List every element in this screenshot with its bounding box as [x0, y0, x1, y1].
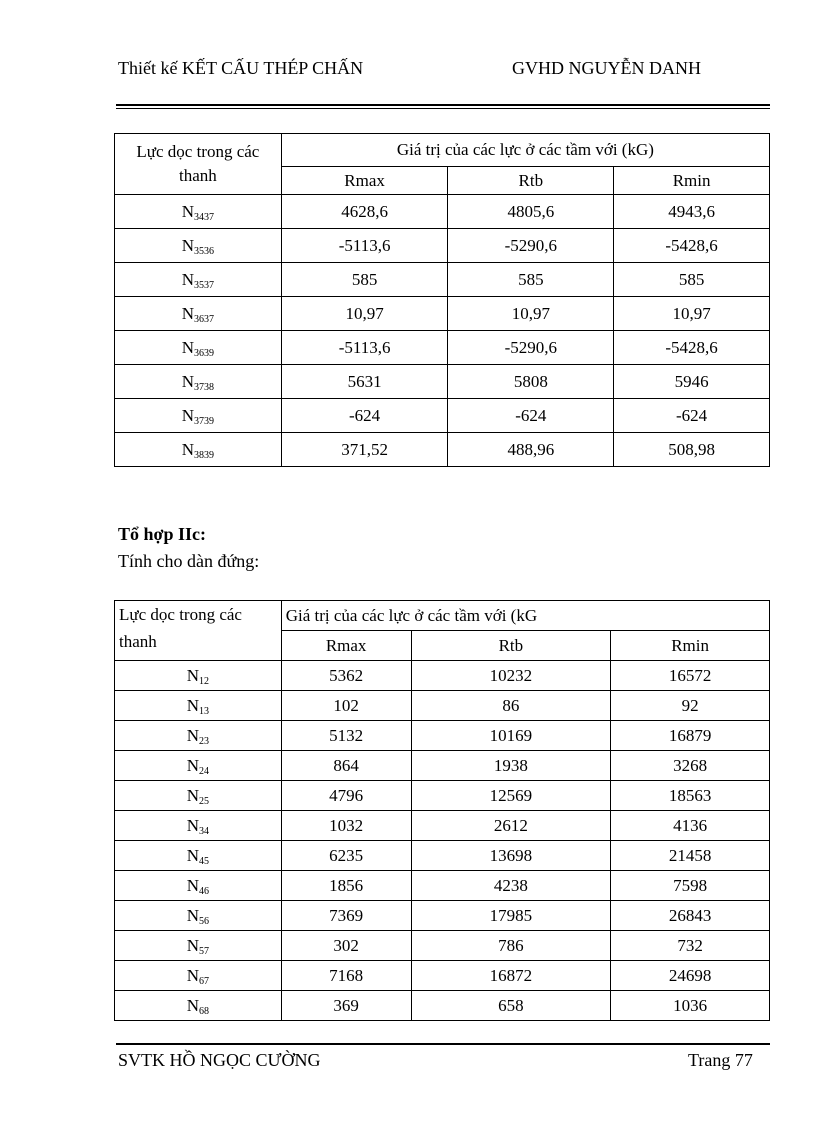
member-name: [115, 365, 282, 399]
member-name: [115, 871, 282, 901]
value-rmin: 16879: [611, 721, 770, 751]
member-base: N: [186, 845, 199, 865]
value-rmax: -624: [281, 399, 448, 433]
value-rmin: -5428,6: [614, 331, 770, 365]
value-rmax: 864: [281, 751, 411, 781]
member-subscript: 34: [199, 825, 209, 837]
table-row: [115, 297, 770, 331]
value-rtb: 17985: [411, 901, 611, 931]
value-rmax: 369: [281, 991, 411, 1021]
value-rmin: 16572: [611, 661, 770, 691]
value-rmin: -5428,6: [614, 229, 770, 263]
value-rtb: 10232: [411, 661, 611, 691]
member-base: N: [181, 405, 194, 425]
member-base: N: [181, 303, 194, 323]
value-rmin: 3268: [611, 751, 770, 781]
footer-author: SVTK HỒ NGỌC CƯỜNG: [118, 1050, 321, 1070]
value-rtb: 4805,6: [448, 195, 614, 229]
value-rmax: 10,97: [281, 297, 448, 331]
member-base: N: [186, 815, 199, 835]
member-base: N: [186, 935, 199, 955]
member-subscript: 3738: [194, 381, 214, 393]
member-name: [115, 931, 282, 961]
value-rtb: 12569: [411, 781, 611, 811]
value-rmax: 5631: [281, 365, 448, 399]
value-rmax: 371,52: [281, 433, 448, 467]
member-name: [115, 991, 282, 1021]
member-base: N: [181, 439, 194, 459]
table-row: [115, 751, 770, 781]
value-rmin: 18563: [611, 781, 770, 811]
table-row: [115, 811, 770, 841]
member-base: N: [181, 269, 194, 289]
value-rmin: 26843: [611, 901, 770, 931]
value-rtb: -5290,6: [448, 331, 614, 365]
member-subscript: 24: [199, 765, 209, 777]
value-rmin: 5946: [614, 365, 770, 399]
member-subscript: 46: [199, 885, 209, 897]
value-rmin: -624: [614, 399, 770, 433]
member-name: [115, 399, 282, 433]
member-base: N: [181, 371, 194, 391]
member-name: [115, 661, 282, 691]
value-rmax: 5362: [281, 661, 411, 691]
member-subscript: 3637: [194, 313, 214, 325]
member-name: [115, 297, 282, 331]
member-subscript: 3839: [194, 449, 214, 461]
member-base: N: [186, 725, 199, 745]
value-rtb: 10,97: [448, 297, 614, 331]
table-row: [115, 263, 770, 297]
table-row: [115, 331, 770, 365]
table1-col-rmax: Rmax: [281, 167, 448, 195]
table-row: [115, 721, 770, 751]
value-rmax: 102: [281, 691, 411, 721]
table-row: [115, 991, 770, 1021]
value-rtb: 16872: [411, 961, 611, 991]
member-name: [115, 961, 282, 991]
force-table-2: [114, 600, 770, 1021]
value-rmin: 7598: [611, 871, 770, 901]
value-rtb: 13698: [411, 841, 611, 871]
value-rtb: 5808: [448, 365, 614, 399]
member-name: [115, 901, 282, 931]
member-name: [115, 229, 282, 263]
member-subscript: 67: [199, 975, 209, 987]
member-base: N: [186, 965, 199, 985]
table2-row-header: Lực dọc trong các thanh: [115, 601, 282, 661]
table-row: [115, 961, 770, 991]
table2-group-header: Giá trị của các lực ở các tầm với (kG: [281, 601, 769, 631]
value-rtb: 786: [411, 931, 611, 961]
member-subscript: 57: [199, 945, 209, 957]
table-row: [115, 871, 770, 901]
value-rmin: 4136: [611, 811, 770, 841]
table-row: [115, 399, 770, 433]
table-row: [115, 365, 770, 399]
table-row: [115, 691, 770, 721]
value-rmin: 92: [611, 691, 770, 721]
value-rtb: 10169: [411, 721, 611, 751]
member-name: [115, 263, 282, 297]
member-subscript: 23: [199, 735, 209, 747]
table2-col-rmax: Rmax: [281, 631, 411, 661]
member-subscript: 56: [199, 915, 209, 927]
member-subscript: 12: [199, 675, 209, 687]
member-name: [115, 751, 282, 781]
value-rtb: -624: [448, 399, 614, 433]
value-rmax: 5132: [281, 721, 411, 751]
value-rtb: 2612: [411, 811, 611, 841]
member-subscript: 3437: [194, 211, 214, 223]
value-rmax: 1032: [281, 811, 411, 841]
table-row: [115, 931, 770, 961]
header-rule-thick: [116, 104, 770, 106]
member-subscript: 45: [199, 855, 209, 867]
footer-rule: [116, 1043, 770, 1045]
table1-col-rmin: Rmin: [614, 167, 770, 195]
table-row: [115, 781, 770, 811]
member-base: N: [186, 995, 199, 1015]
member-base: N: [186, 695, 199, 715]
value-rmax: 4796: [281, 781, 411, 811]
value-rtb: 585: [448, 263, 614, 297]
member-base: N: [181, 201, 194, 221]
value-rmax: 6235: [281, 841, 411, 871]
table-row: [115, 901, 770, 931]
table1-group-header: Giá trị của các lực ở các tầm với (kG): [281, 134, 769, 167]
table-row: [115, 841, 770, 871]
table1-row-header: Lực dọc trong các thanh: [115, 134, 282, 195]
value-rmax: 585: [281, 263, 448, 297]
header-right-title: GVHD NGUYỄN DANH: [512, 58, 701, 78]
member-base: N: [186, 755, 199, 775]
table1-col-rtb: Rtb: [448, 167, 614, 195]
member-name: [115, 331, 282, 365]
value-rmin: 732: [611, 931, 770, 961]
value-rmin: 21458: [611, 841, 770, 871]
member-base: N: [181, 337, 194, 357]
table-row: [115, 433, 770, 467]
member-base: N: [186, 875, 199, 895]
value-rtb: 1938: [411, 751, 611, 781]
header-rule-thin: [116, 108, 770, 109]
value-rtb: 86: [411, 691, 611, 721]
value-rtb: -5290,6: [448, 229, 614, 263]
member-name: [115, 691, 282, 721]
member-subscript: 13: [199, 705, 209, 717]
value-rmin: 10,97: [614, 297, 770, 331]
value-rmin: 1036: [611, 991, 770, 1021]
member-base: N: [186, 665, 199, 685]
member-name: [115, 841, 282, 871]
section-subtitle: Tính cho dàn đứng:: [118, 551, 260, 571]
section-title: Tổ hợp IIc:: [118, 524, 206, 544]
value-rmax: 7369: [281, 901, 411, 931]
member-name: [115, 721, 282, 751]
value-rmin: 24698: [611, 961, 770, 991]
value-rmin: 508,98: [614, 433, 770, 467]
member-subscript: 68: [199, 1005, 209, 1017]
member-name: [115, 195, 282, 229]
member-name: [115, 811, 282, 841]
value-rmax: 4628,6: [281, 195, 448, 229]
value-rtb: 488,96: [448, 433, 614, 467]
value-rmax: -5113,6: [281, 331, 448, 365]
header-left-title: Thiết kế KẾT CẤU THÉP CHẤN: [118, 58, 364, 78]
footer-page-number: Trang 77: [688, 1050, 753, 1070]
member-base: N: [186, 785, 199, 805]
value-rtb: 4238: [411, 871, 611, 901]
value-rmax: -5113,6: [281, 229, 448, 263]
table2-col-rmin: Rmin: [611, 631, 770, 661]
table-row: [115, 229, 770, 263]
table2-col-rtb: Rtb: [411, 631, 611, 661]
member-base: N: [186, 905, 199, 925]
member-subscript: 3639: [194, 347, 214, 359]
member-base: N: [181, 235, 194, 255]
value-rmax: 302: [281, 931, 411, 961]
member-subscript: 3537: [194, 279, 214, 291]
member-subscript: 25: [199, 795, 209, 807]
member-subscript: 3739: [194, 415, 214, 427]
member-subscript: 3536: [194, 245, 214, 257]
value-rmax: 1856: [281, 871, 411, 901]
value-rmin: 585: [614, 263, 770, 297]
table-row: [115, 195, 770, 229]
member-name: [115, 781, 282, 811]
value-rtb: 658: [411, 991, 611, 1021]
table-row: [115, 661, 770, 691]
member-name: [115, 433, 282, 467]
force-table-1: [114, 133, 770, 467]
value-rmax: 7168: [281, 961, 411, 991]
value-rmin: 4943,6: [614, 195, 770, 229]
